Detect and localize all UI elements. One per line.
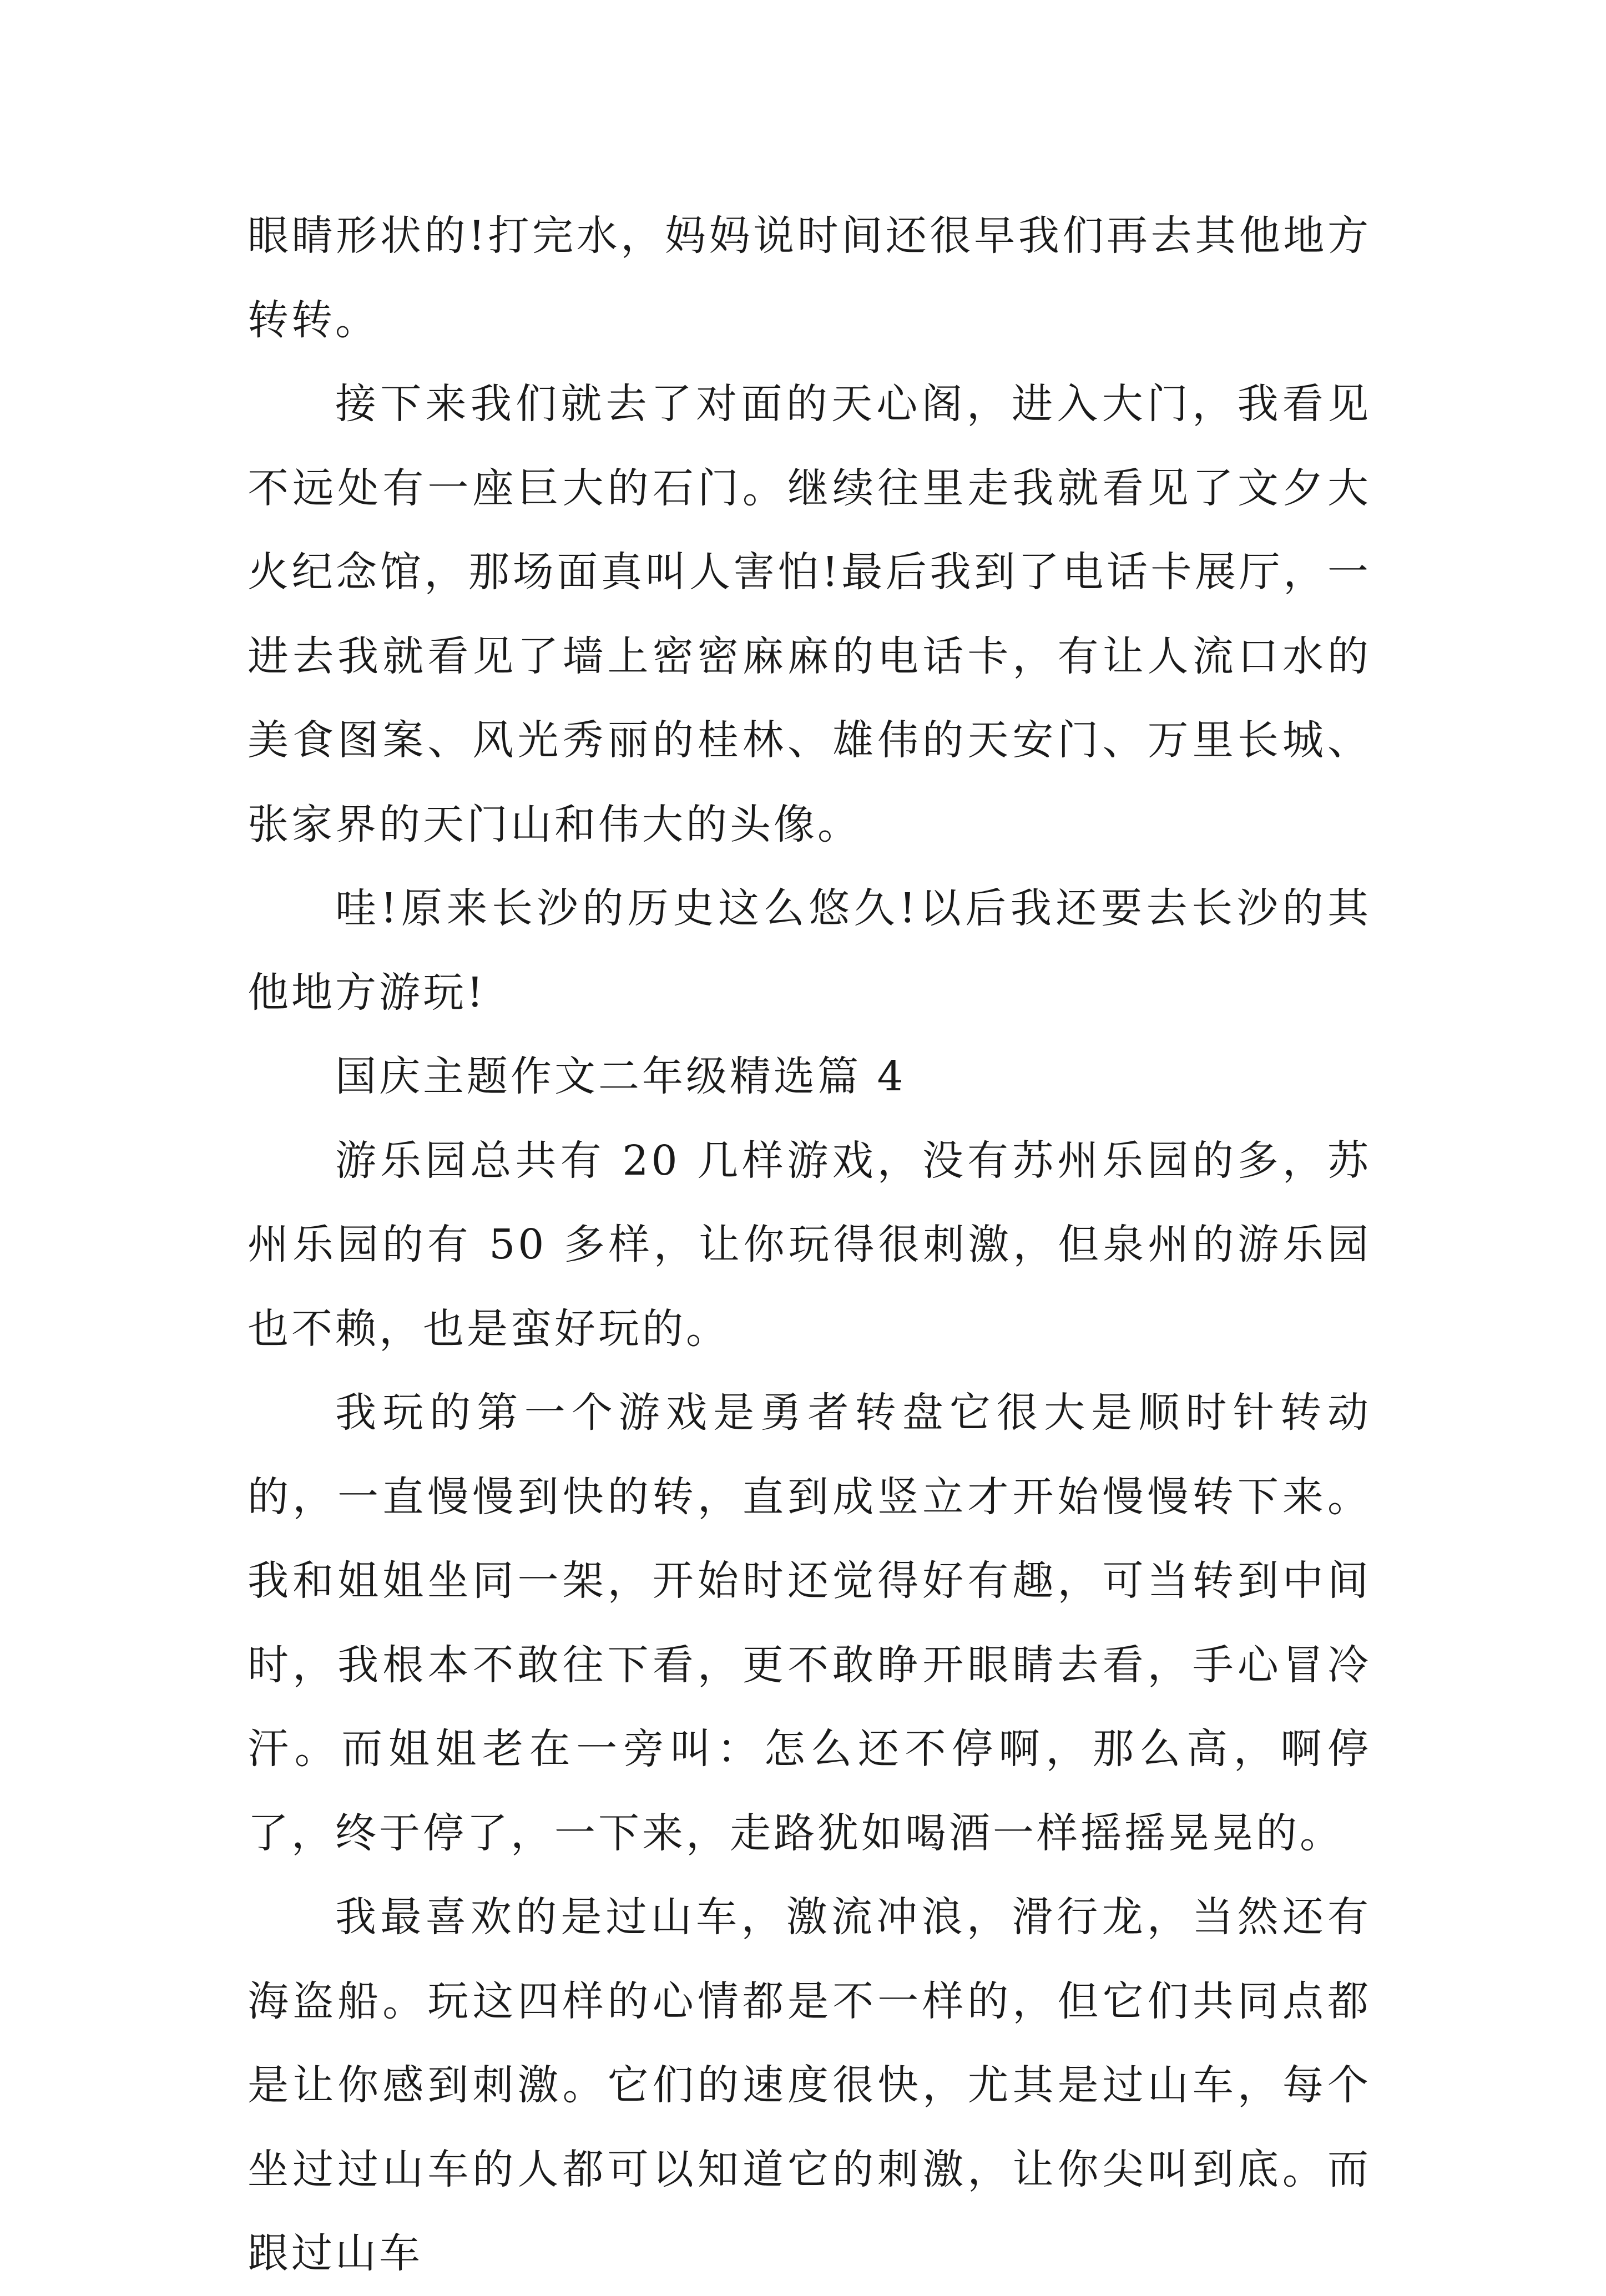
paragraph: 眼睛形状的!打完水，妈妈说时间还很早我们再去其他地方转转。 xyxy=(248,212,1371,344)
paragraph: 我玩的第一个游戏是勇者转盘它很大是顺时针转动的，一直慢慢到快的转，直到成竖立才开始慢慢转下来。我和姐姐坐同一架，开始时还觉得好有趣，可当转到中间时，我根本不敢往下看，更不敢睁开眼睛去看，手心冒冷汗。而姐姐老在一旁叫：怎么还不停啊，那么高，啊停了，终于停了，一下来，走路犹如喝酒一样摇摇晃晃的。 xyxy=(248,1389,1371,1857)
paragraph: 哇!原来长沙的历史这么悠久!以后我还要去长沙的其他地方游玩! xyxy=(248,884,1371,1016)
section-heading: 国庆主题作文二年级精选篇 4 xyxy=(335,1053,906,1100)
paragraph: 游乐园总共有 20 几样游戏，没有苏州乐园的多，苏州乐园的有 50 多样，让你玩得很刺激，但泉州的游乐园也不赖，也是蛮好玩的。 xyxy=(248,1136,1371,1353)
paragraph: 我最喜欢的是过山车，激流冲浪，滑行龙，当然还有海盗船。玩这四样的心情都是不一样的，但它们共同点都是让你感到刺激。它们的速度很快，尤其是过山车，每个坐过过山车的人都可以知道它的刺激，让你尖叫到底。而跟过山车 xyxy=(248,1893,1371,2277)
document-body xyxy=(248,194,1371,2296)
paragraph: 接下来我们就去了对面的天心阁，进入大门，我看见不远处有一座巨大的石门。继续往里走我就看见了文夕大火纪念馆，那场面真叫人害怕!最后我到了电话卡展厅，一进去我就看见了墙上密密麻麻的电话卡，有让人流口水的美食图案、风光秀丽的桂林、雄伟的天安门、万里长城、张家界的天门山和伟大的头像。 xyxy=(248,380,1371,848)
